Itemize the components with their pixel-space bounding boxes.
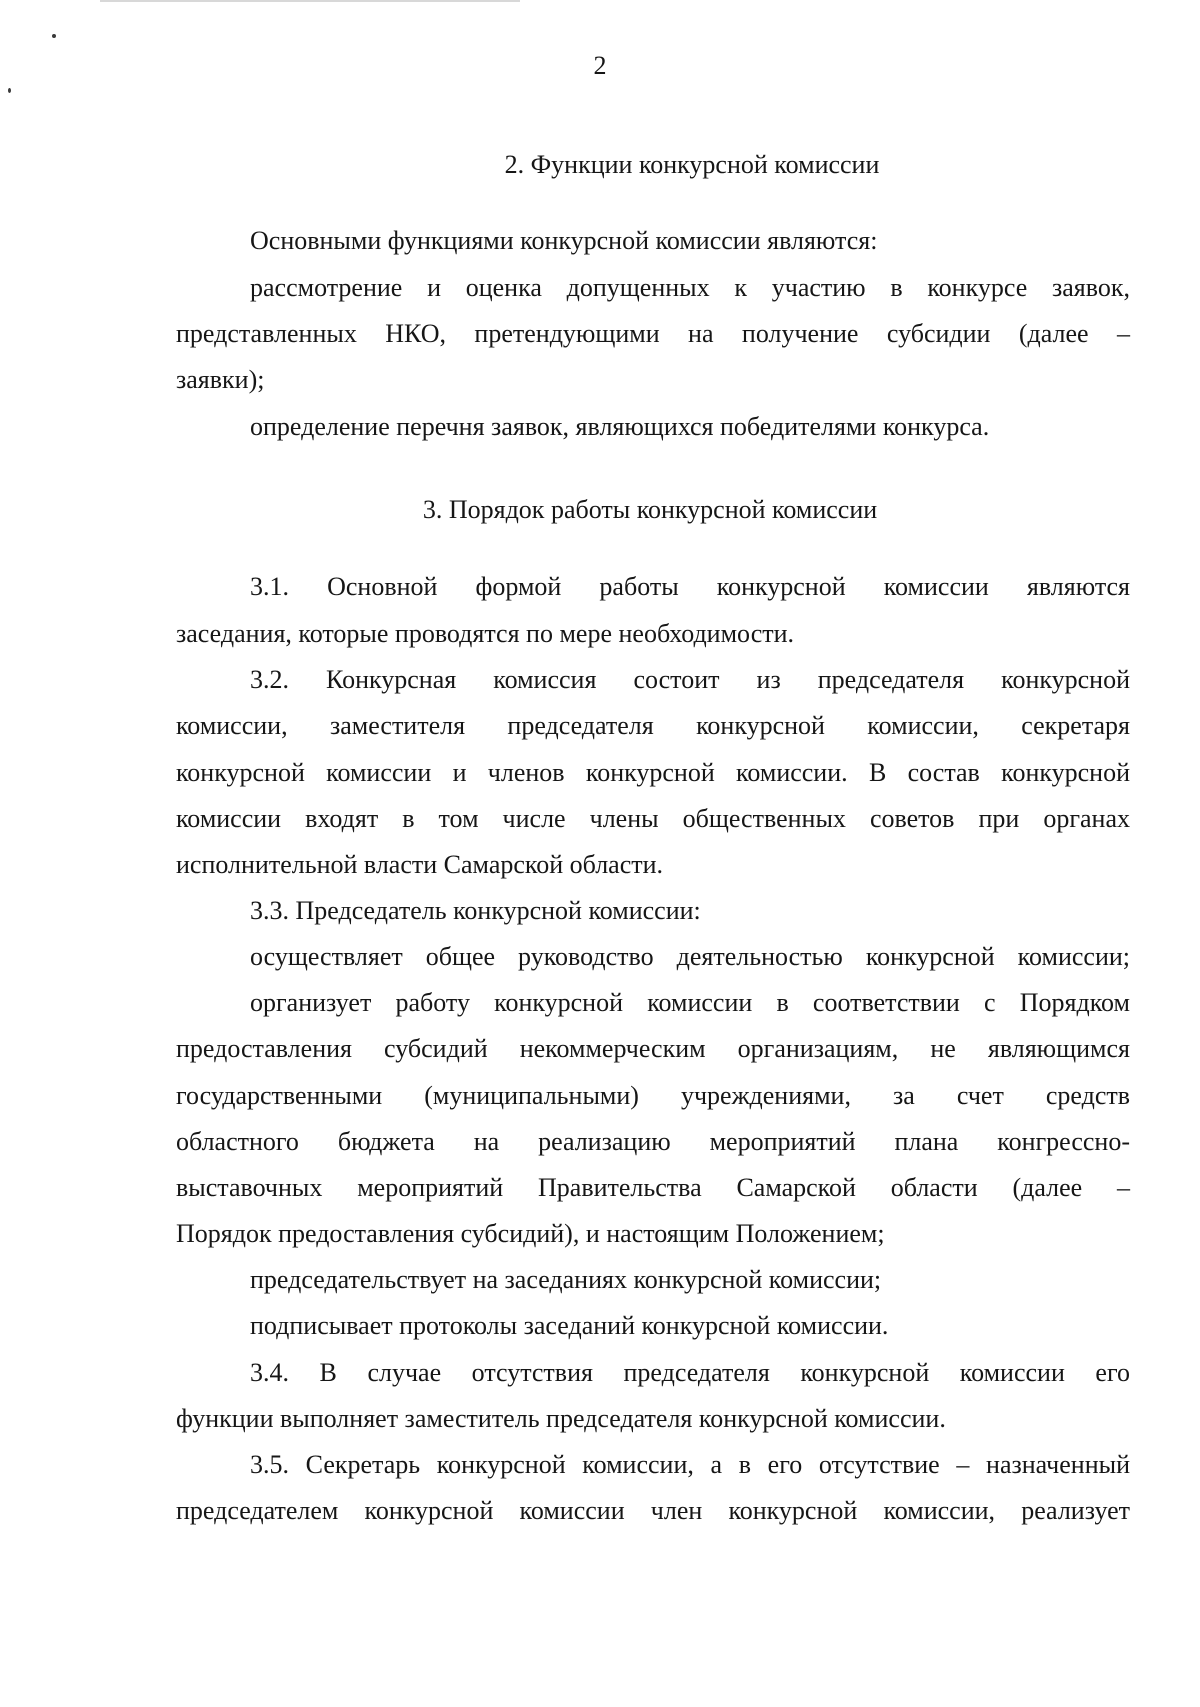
p32-line2: комиссии, заместителя председателя конкурсной комиссии, секретаря bbox=[176, 711, 1130, 740]
p33-item2-line5: выставочных мероприятий Правительства Самарской области (далее – bbox=[176, 1173, 1130, 1202]
p32-line1: 3.2. Конкурсная комиссия состоит из председателя конкурсной bbox=[250, 665, 1130, 694]
section-2-item1-line2: представленных НКО, претендующими на получение субсидии (далее – bbox=[176, 319, 1130, 348]
p33-item2-line3: государственными (муниципальными) учреждениями, за счет средств bbox=[176, 1081, 1130, 1110]
section-2-item1-line1: рассмотрение и оценка допущенных к участию в конкурсе заявок, bbox=[250, 273, 1130, 302]
p33-item3: председательствует на заседаниях конкурсной комиссии; bbox=[250, 1265, 882, 1294]
section-2-item1-line3: заявки); bbox=[176, 365, 265, 394]
section-2-item2: определение перечня заявок, являющихся победителями конкурса. bbox=[250, 412, 990, 441]
p33-item2-line4: областного бюджета на реализацию мероприятий плана конгрессно- bbox=[176, 1127, 1130, 1156]
p35-line1: 3.5. Секретарь конкурсной комиссии, а в его отсутствие – назначенный bbox=[250, 1450, 1130, 1479]
p31-line2: заседания, которые проводятся по мере необходимости. bbox=[176, 619, 795, 648]
p33-item1: осуществляет общее руководство деятельностью конкурсной комиссии; bbox=[250, 942, 1130, 971]
page-number: 2 bbox=[593, 51, 607, 80]
section-2-intro: Основными функциями конкурсной комиссии являются: bbox=[250, 226, 878, 255]
p34-line2: функции выполняет заместитель председателя конкурсной комиссии. bbox=[176, 1404, 946, 1433]
scan-speck bbox=[8, 88, 11, 93]
p32-line4: комиссии входят в том числе члены общественных советов при органах bbox=[176, 804, 1130, 833]
p33-item2-line6: Порядок предоставления субсидий), и настоящим Положением; bbox=[176, 1219, 885, 1248]
p32-line5: исполнительной власти Самарской области. bbox=[176, 850, 664, 879]
p34-line1: 3.4. В случае отсутствия председателя конкурсной комиссии его bbox=[250, 1358, 1130, 1387]
p33-item2-line1: организует работу конкурсной комиссии в соответствии с Порядком bbox=[250, 988, 1130, 1017]
p35-line2: председателем конкурсной комиссии член конкурсной комиссии, реализует bbox=[176, 1496, 1130, 1525]
p32-line3: конкурсной комиссии и членов конкурсной комиссии. В состав конкурсной bbox=[176, 758, 1130, 787]
scan-speck bbox=[52, 34, 56, 38]
scan-edge-line bbox=[100, 0, 520, 2]
p33-intro: 3.3. Председатель конкурсной комиссии: bbox=[250, 896, 701, 925]
p31-line1: 3.1. Основной формой работы конкурсной комиссии являются bbox=[250, 572, 1130, 601]
p33-item4: подписывает протоколы заседаний конкурсной комиссии. bbox=[250, 1311, 889, 1340]
p33-item2-line2: предоставления субсидий некоммерческим организациям, не являющимся bbox=[176, 1034, 1130, 1063]
section-2-heading: 2. Функции конкурсной комиссии bbox=[504, 150, 880, 179]
section-3-heading: 3. Порядок работы конкурсной комиссии bbox=[422, 495, 878, 524]
